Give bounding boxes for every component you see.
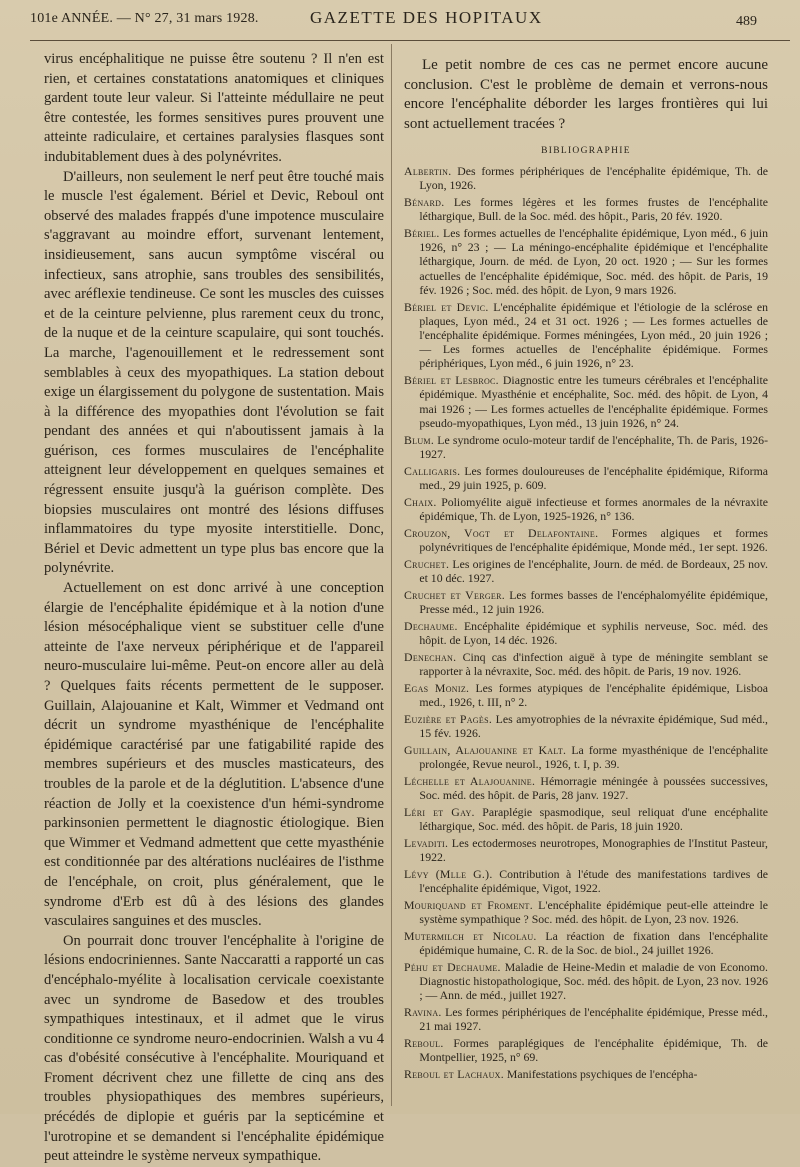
entry-reference: Les formes basses de l'encéphalomyélite épidémique, Presse méd., 12 juin 1926. <box>419 587 768 616</box>
entry-author: Péhu et Dechaume. <box>404 959 501 974</box>
entry-reference: Formes paraplégiques de l'encéphalite épidémique, Th. de Montpellier, 1925, n° 69. <box>419 1035 768 1065</box>
bibliography-entry <box>404 300 768 371</box>
bibliography-heading: BIBLIOGRAPHIE <box>541 146 631 156</box>
entry-author: Albertin. <box>404 164 452 178</box>
entry-reference: Cinq cas d'infection aiguë à type de méningite semblant se rapporter à la névraxite, Soc. méd. des hôpit. de Paris, 19 nov. 1926. <box>419 649 768 678</box>
entry-author: Dechaume. <box>404 618 458 633</box>
entry-author: Levaditi. <box>404 835 449 850</box>
entry-author: Blum. <box>404 432 435 447</box>
bibliography-entry <box>404 712 768 740</box>
entry-author: Chaix. <box>404 494 437 509</box>
entry-reference: Manifestations psychiques de l'encépha- <box>503 1066 698 1081</box>
entry-reference: La forme myasthénique de l'encéphalite prolongée, Revue neurol., 1926, t. I, p. 39. <box>419 742 768 771</box>
entry-reference: Les formes périphériques de l'encéphalite épidémique, Presse méd., 21 mai 1927. <box>419 1004 768 1034</box>
bibliography-entry <box>404 960 768 1003</box>
bibliography-entry <box>404 805 768 833</box>
entry-author: Cruchet. <box>404 556 450 571</box>
entry-reference: La réaction de fixation dans l'encéphalite épidémique humaine, C. R. de la Soc. de biol., 24 juillet 1926. <box>419 928 768 957</box>
entry-author: Ravina. <box>404 1004 442 1019</box>
page-number: 489 <box>736 14 757 29</box>
bibliography-entry <box>404 164 768 192</box>
entry-reference: Formes algiques et formes polynévritiques de l'encéphalite épidémique, Monde méd., 1er sept. 1926. <box>419 525 768 554</box>
bibliography-entry <box>404 195 768 223</box>
bibliography-entry <box>404 1036 768 1064</box>
entry-reference: Contribution à l'étude des manifestations tardives de l'encéphalite épidémique, Vigot, 1922. <box>419 866 768 895</box>
paragraph: On pourrait donc trouver l'encéphalite à l'origine de lésions endocriniennes. Sante Naccaratti a rapporté un cas d'encéphalo-myélite à localisation cervicale coexistante avec un syndrome de Basedow et des troubles sympathiques intestinaux, et il admet que le virus conditionne ce syndrome neuro-endocrinien. Walsh a vu 4 cas d'obésité consécutive à l'encéphalite. Mouriquand et Froment décrivent chez une fillette de cinq ans des troubles physiopathiques des membres supérieurs, précédés de diplopie et guéris par la septicémine et l'urotropine et se demandent si l'encéphalite épidémique peut atteindre le système nerveux sympathique. <box>44 932 384 1165</box>
entry-author: Egas Moniz. <box>404 680 470 695</box>
bibliography-entry <box>404 373 768 430</box>
conclusion-paragraph: Le petit nombre de ces cas ne permet encore aucune conclusion. C'est le problème de demain et verrons-nous encore l'encéphalite déborder les larges frontières qui lui sont actuellement tracées ? <box>404 57 768 132</box>
entry-reference: Poliomyélite aiguë infectieuse et formes anormales de la névraxite épidémique, Th. de Lyon, 1925-1926, n° 136. <box>419 494 768 523</box>
paragraph: D'ailleurs, non seulement le nerf peut être touché mais le muscle l'est également. Bériel et Devic, Reboul ont observé des malades frappés d'une impotence musculaire s'aggravant au moindre effort, survenant lentement, insidieusement, sans aucun symptôme viscéral ou infectieux, sans atrophie, sans troubles des sensibilités, avec aréflexie tendineuse. Ce sont les muscles des cuisses et de la ceinture pelvienne, plus rarement ceux du tronc, de la nuque et de la ceinture scapulaire, qui sont touchés. La marche, l'agenouillement et le redressement sont semblables à ceux des myopathiques. La station debout exige un élargissement du polygone de sustentation. Mais à la différence des myopathies dont l'évolution se fait pendant des années et qui n'aboutissent jamais à la guérison, ces formes musculaires de l'encéphalite atteignent leur développement en quelques semaines et régressent ensuite jusqu'à la guérison complète. Des biopsies musculaires ont montré des lésions diffuses inflammatoires du type myosite interstitielle. Donc, Bériel et Devic admettent un type plus bas encore que la polynévrite. <box>44 168 384 577</box>
entry-reference: Les formes douloureuses de l'encéphalite épidémique, Riforma med., 29 juin 1925, p. 609. <box>419 463 768 492</box>
entry-reference: Diagnostic entre les tumeurs cérébrales et l'encéphalite épidémique. Myasthénie et encéphalite, Soc. méd. des hôpit. de Lyon, 4 mai 1926 ; — Les formes actuelles de l'encéphalite épidémique. Formes pseudo-myopathiques, Lyon méd., 13 juin 1926, n° 24. <box>419 373 768 430</box>
entry-author: Mutermilch et Nicolau. <box>404 928 537 943</box>
entry-reference: Le syndrome oculo-moteur tardif de l'encéphalite, Th. de Paris, 1926-1927. <box>419 432 768 461</box>
bibliography-entry <box>404 836 768 864</box>
entry-reference: Hémorragie méningée à poussées successives, Soc. méd. des hôpit. de Paris, 28 janv. 1927. <box>419 773 768 802</box>
entry-author: Cruchet et Verger. <box>404 587 505 602</box>
journal-title: GAZETTE DES HOPITAUX <box>310 8 543 27</box>
entry-reference: Encéphalite épidémique et syphilis nerveuse, Soc. méd. des hôpit. de Lyon, 14 déc. 1926. <box>419 618 768 647</box>
entry-reference: Des formes périphériques de l'encéphalite épidémique, Th. de Lyon, 1926. <box>419 164 768 193</box>
bibliography-entry <box>404 495 768 523</box>
paragraph: virus encéphalitique ne puisse être soutenu ? Il n'en est rien, et certaines constatations anatomiques et cliniques gardent toute leur valeur. Si l'atteinte médullaire ne peut être contestée, les formes sensitives pures prouvent une atteinte radiculaire, et certaines paralysies flasques sont indubitablement dues à des polynévrites. <box>44 51 384 165</box>
header-rule <box>30 40 790 41</box>
bibliography-entry <box>404 226 768 297</box>
entry-author: Crouzon, Vogt et Delafontaine. <box>404 525 599 540</box>
left-column <box>44 50 384 1167</box>
paragraph: Actuellement on est donc arrivé à une conception élargie de l'encéphalite épidémique et à la notion d'une lésion mésocéphalique vient se substituer celle d'une atteinte de l'axe nerveux périphérique et de l'appareil neuro-musculaire lui-même. Peut-on encore aller au delà ? Quelques faits récents permettent de le supposer. Guillain, Alajouanine et Kalt, Wimmer et Vedmand ont décrit un syndrome myasthénique de l'encéphalite épidémique caractérisé par une fatigabilité rapide des membres supérieurs et des muscles masticateurs, des troubles de la parole et de la déglutition. L'absence d'une réaction de Jolly et la coexistence d'un hémi-syndrome parkinsonien permettent le diagnostic étiologique. Bien que Wimmer et Vedmand admettent que cette myasthénie est conditionnée par des altérations nucléaires de l'isthme de l'encéphale, on croit, plus généralement, que le syndrome d'Erb est dû à des lésions des glandes vasculaires sanguines et des muscles. <box>44 580 384 930</box>
bibliography-entry <box>404 433 768 461</box>
entry-reference: Paraplégie spasmodique, seul reliquat d'une encéphalite léthargique, Soc. méd. des hôpit. de Paris, 18 juin 1920. <box>419 804 769 833</box>
entry-author: Lévy (Mlle G.). <box>404 866 493 881</box>
bibliography-entry <box>404 526 768 554</box>
entry-reference: Les formes légères et les formes frustes de l'encéphalite léthargique, Bull. de la Soc. méd. des hôpit., Paris, 20 fév. 1920. <box>419 195 768 224</box>
entry-reference: Maladie de Heine-Medin et maladie de von Economo. Diagnostic histopathologique, Soc. méd. des hôpit. de Lyon, 23 nov. 1926 ; — Ann. de méd., juillet 1927. <box>419 959 768 1003</box>
bibliography-entry <box>404 1005 768 1033</box>
column-divider <box>391 44 392 1106</box>
bibliography-entry <box>404 588 768 616</box>
bibliography-entry <box>404 650 768 678</box>
entry-author: Reboul. <box>404 1035 444 1050</box>
entry-author: Mouriquand et Froment. <box>404 897 533 912</box>
bibliography-entry <box>404 681 768 709</box>
bibliography-entry <box>404 619 768 647</box>
bibliography-entry <box>404 743 768 771</box>
issue-info: 101e ANNÉE. — N° 27, 31 mars 1928. <box>30 11 259 26</box>
entry-reference: Les amyotrophies de la névraxite épidémique, Sud méd., 15 fév. 1926. <box>419 711 768 740</box>
bibliography-entry <box>404 557 768 585</box>
entry-author: Léri et Gay. <box>404 804 475 819</box>
entry-reference: Les origines de l'encéphalite, Journ. de méd. de Bordeaux, 25 nov. et 10 déc. 1927. <box>419 556 768 585</box>
bibliography-entry <box>404 774 768 802</box>
entry-reference: L'encéphalite épidémique peut-elle atteindre le système sympathique ? Soc. méd. des hôpit. de Lyon, 23 nov. 1926. <box>419 897 768 926</box>
bibliography-list <box>404 164 768 1081</box>
page-header <box>0 0 800 40</box>
bibliography-entry <box>404 898 768 926</box>
entry-author: Euzière et Pagès. <box>404 711 493 726</box>
entry-author: Denechan. <box>404 649 457 664</box>
entry-author: Bériel. <box>404 226 440 240</box>
entry-author: Bénard. <box>404 195 445 209</box>
entry-author: Léchelle et Alajouanine. <box>404 773 536 788</box>
right-column <box>404 56 768 1084</box>
entry-author: Guillain, Alajouanine et Kalt. <box>404 742 567 757</box>
bibliography-entry <box>404 1067 768 1081</box>
entry-author: Reboul et Lachaux. <box>404 1066 504 1081</box>
entry-author: Calligaris. <box>404 463 461 478</box>
bibliography-entry <box>404 929 768 957</box>
entry-reference: Les formes actuelles de l'encéphalite épidémique, Lyon méd., 6 juin 1926, n° 23 ; — La méningo-encéphalite épidémique et l'encéphalite léthargique, Journ. de méd. de Lyon, 20 oct. 1920 ; — Sur les formes actuelles de l'encéphalite épidémique, Soc. méd. des hôpit. de Paris, 19 fév. 1926 ; Soc. méd. des hôpit. de Lyon, 9 mars 1926. <box>419 226 768 297</box>
bibliography-entry <box>404 464 768 492</box>
entry-author: Bériel et Devic. <box>404 299 489 314</box>
entry-reference: L'encéphalite épidémique et l'étiologie de la sclérose en plaques, Lyon méd., 24 et 31 oct. 1926 ; — Les formes actuelles de l'encéphalite épidémique. Formes méningées, Lyon méd., 20 juin 1926 ; — Les formes actuelles de l'encéphalite épidémique. Formes périphériques, Lyon méd., 6 juin 1926, n° 23. <box>419 299 768 371</box>
entry-reference: Les formes atypiques de l'encéphalite épidémique, Lisboa med., 1926, t. III, n° 2. <box>419 680 768 709</box>
bibliography-entry <box>404 867 768 895</box>
entry-reference: Les ectodermoses neurotropes, Monographies de l'Institut Pasteur, 1922. <box>419 835 768 864</box>
entry-author: Bériel et Lesbroc. <box>404 373 499 388</box>
